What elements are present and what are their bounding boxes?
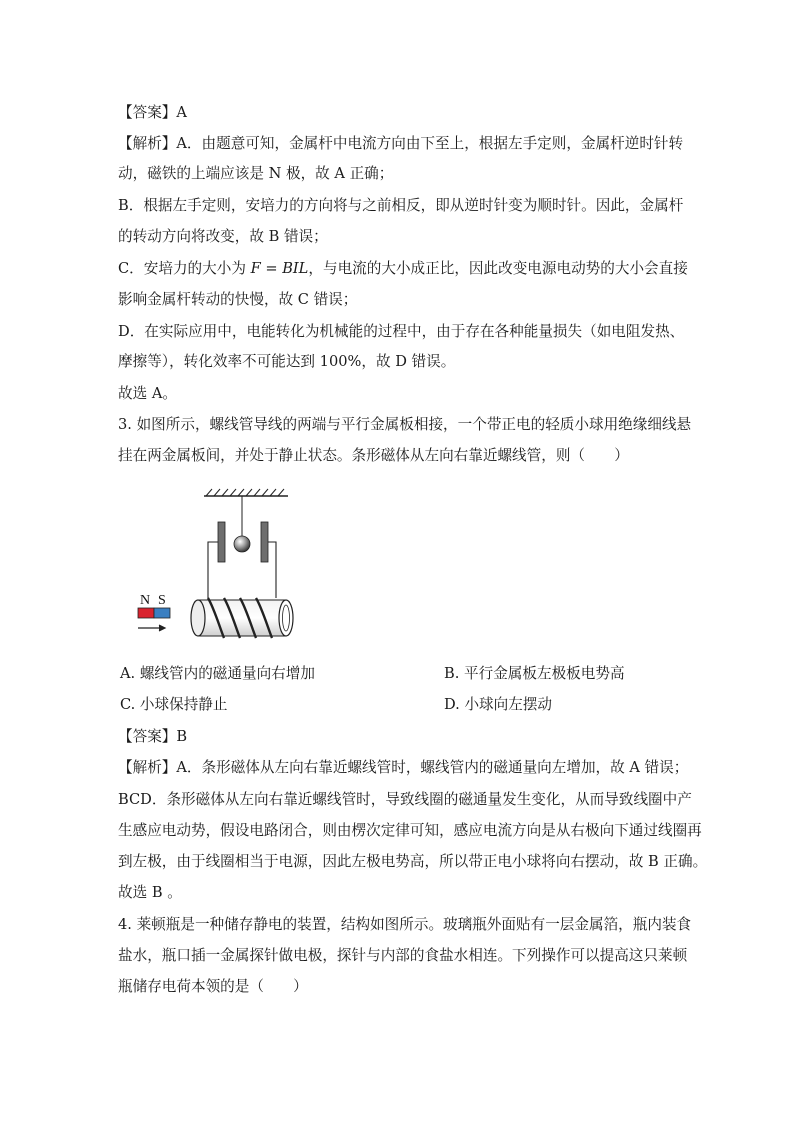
q3-answer: 【答案】B xyxy=(118,728,188,745)
q2-analysis-line: 摩擦等），转化效率不可能达到 100%，故 D 错误。 xyxy=(118,353,456,370)
q3-option-c: C. 小球保持静止 xyxy=(120,696,228,713)
ampere-force-formula: F = BIL xyxy=(250,260,309,277)
q2-analysis-line: 的转动方向将改变，故 B 错误； xyxy=(118,228,328,245)
q2-analysis-text: C．安培力的大小为 xyxy=(118,260,246,277)
magnet-n-label: N xyxy=(140,593,151,608)
charged-ball xyxy=(234,536,250,552)
q4-stem-line: 4. 莱顿瓶是一种储存静电的装置，结构如图所示。玻璃瓶外面贴有一层金属箔，瓶内装食 xyxy=(118,916,692,933)
right-metal-plate xyxy=(261,522,268,562)
q3-option-a: A. 螺线管内的磁通量向右增加 xyxy=(120,665,315,682)
magnet-s-label: S xyxy=(158,593,166,608)
ceiling-support xyxy=(204,489,288,496)
q3-analysis-line: 【解析】A．条形磁体从左向右靠近螺线管时，螺线管内的磁通量向左增加，故 A 错误； xyxy=(118,759,689,776)
q3-option-b: B. 平行金属板左极板电势高 xyxy=(444,665,625,682)
q3-stem-line: 3. 如图所示，螺线管导线的两端与平行金属板相接，一个带正电的轻质小球用绝缘细线悬 xyxy=(118,416,692,433)
q2-analysis-text: ，与电流的大小成正比，因此改变电源电动势的大小会直接 xyxy=(308,260,688,277)
left-metal-plate xyxy=(218,522,225,562)
magnet-n-pole xyxy=(138,608,154,618)
motion-arrow xyxy=(138,625,165,631)
solenoid xyxy=(191,598,293,638)
q2-analysis-line: B．根据左手定则，安培力的方向将与之前相反，即从逆时针变为顺时针。因此，金属杆 xyxy=(118,197,684,214)
q2-answer: 【答案】A xyxy=(118,104,187,121)
magnet-s-pole xyxy=(154,608,170,618)
q2-analysis-line: D．在实际应用中，电能转化为机械能的过程中，由于存在各种能量损失（如电阻发热、 xyxy=(118,323,685,340)
q3-stem-line: 挂在两金属板间，并处于静止状态。条形磁体从左向右靠近螺线管，则（ ） xyxy=(118,447,629,464)
q2-conclusion: 故选 A。 xyxy=(118,385,177,402)
q2-analysis-line: 影响金属杆转动的快慢，故 C 错误； xyxy=(118,291,358,308)
bar-magnet xyxy=(138,608,170,618)
q3-conclusion: 故选 B 。 xyxy=(118,884,182,901)
q4-stem-line: 瓶储存电荷本领的是（ ） xyxy=(118,978,308,995)
q3-analysis-line: BCD．条形磁体从左向右靠近螺线管时，导致线圈的磁通量发生变化，从而导致线圈中产 xyxy=(118,791,692,808)
q3-option-d: D. 小球向左摆动 xyxy=(444,696,553,713)
q2-analysis-line: 【解析】A．由题意可知，金属杆中电流方向由下至上，根据左手定则，金属杆逆时针转 xyxy=(118,135,684,152)
q2-analysis-line: 动，磁铁的上端应该是 N 极，故 A 正确； xyxy=(118,165,394,182)
q4-stem-line: 盐水，瓶口插一金属探针做电极，探针与内部的食盐水相连。下列操作可以提高这只莱顿 xyxy=(118,947,688,964)
q2-analysis-line-c xyxy=(118,259,688,279)
q3-analysis-line: 到左极，由于线圈相当于电源，因此左极电势高，所以带正电小球将向右摆动，故 B 正确。 xyxy=(118,853,708,870)
q3-analysis-line: 生感应电动势，假设电路闭合，则由楞次定律可知，感应电流方向是从右极向下通过线圈再 xyxy=(118,822,702,839)
solenoid-figure xyxy=(128,486,308,646)
